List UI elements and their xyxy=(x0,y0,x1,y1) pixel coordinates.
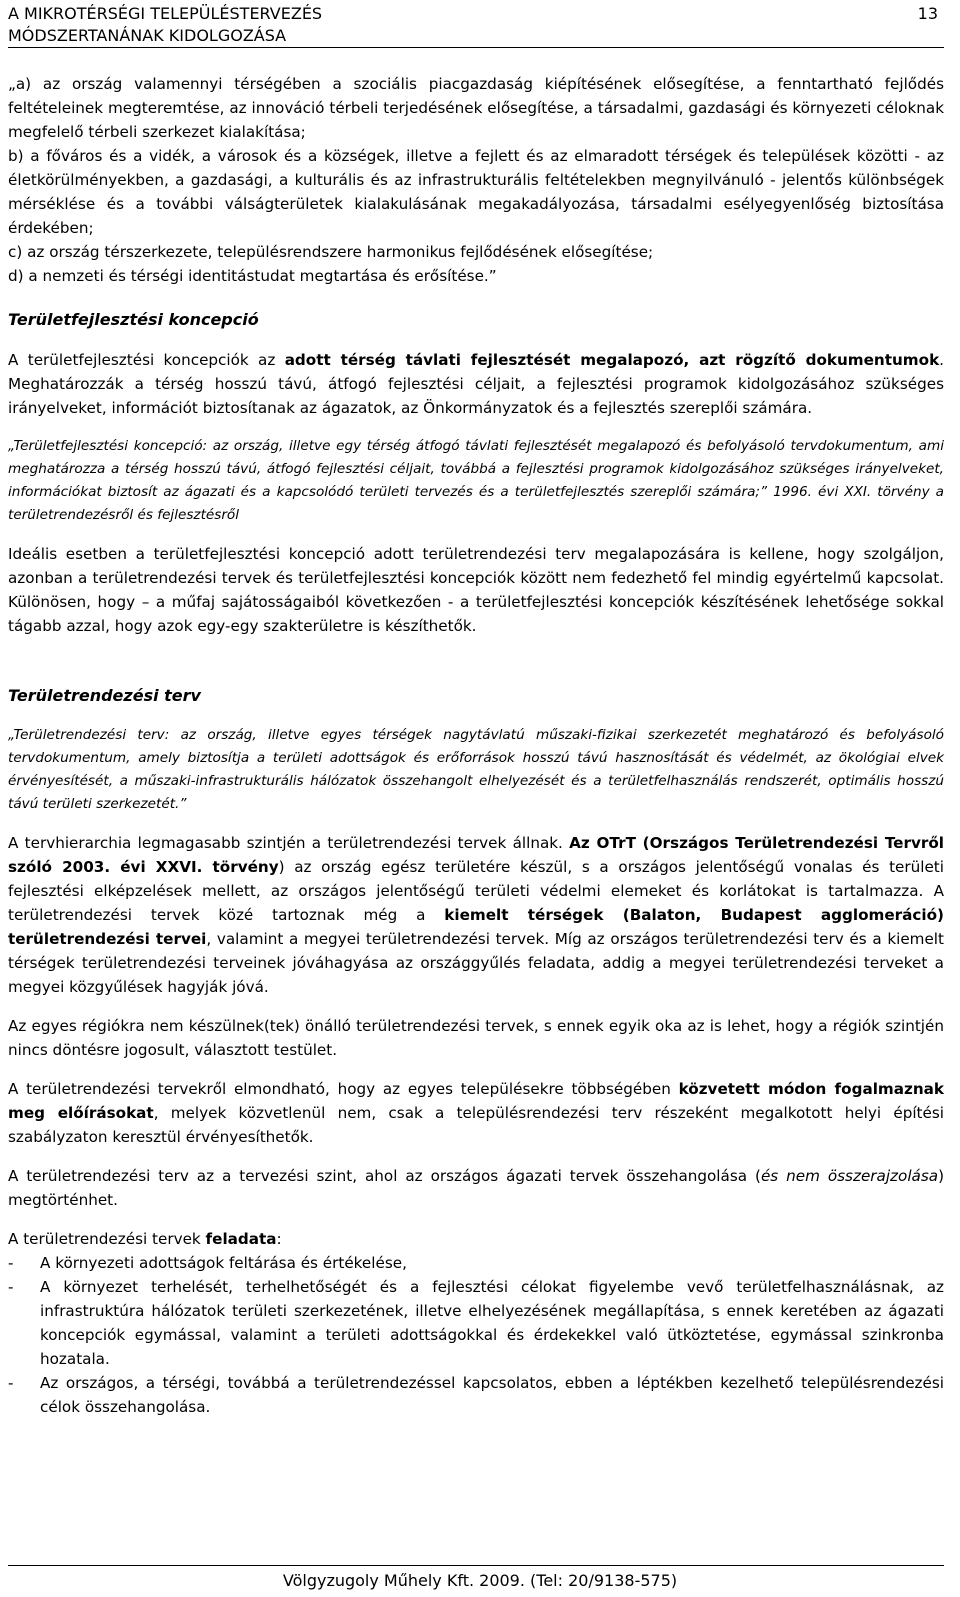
text-run: A területrendezési tervek xyxy=(8,1230,206,1248)
bold-run: Az OTrT (Országos Területrendezési Tervről szóló 2003. évi XXVI. törvény xyxy=(8,834,944,876)
section-heading-terv: Területrendezési terv xyxy=(8,686,201,705)
text-run: , valamint a megyei területrendezési tervek. Míg az országos területrendezési terv és a kiemelt térségek területrendezési terveinek jóváhagyása az országgyűlés feladata, addig a megyei területrendezési terveket a megyei közgyűlések hagyják jóvá. xyxy=(8,930,944,996)
bold-run: közvetett módon fogalmaznak meg előírásokat xyxy=(8,1080,944,1122)
text-run: , melyek közvetlenül nem, csak a településrendezési terv részeként megalkotott helyi építési szabályzaton keresztül érvényesíthetők. xyxy=(8,1104,944,1146)
text-run: A területrendezési terv az a tervezési szint, ahol az országos ágazati tervek összehangolása ( xyxy=(8,1167,761,1185)
text-run: A területrendezési tervekről elmondható, hogy az egyes településekre többségében xyxy=(8,1080,679,1098)
text-run: . Meghatározzák a térség hosszú távú, átfogó fejlesztési céljait, a fejlesztési programok kidolgozásához szükséges irányelveket, információt biztosítanak az ágazatok, az Önkormányzatok és a fejlesztés szereplői számára. xyxy=(8,351,944,417)
header-title-line1: A MIKROTÉRSÉGI TELEPÜLÉSTERVEZÉS xyxy=(8,4,323,23)
header-title-line2: MÓDSZERTANÁNAK KIDOLGOZÁSA xyxy=(8,26,287,45)
intro-item-a: „a) az ország valamennyi térségében a szociális piacgazdaság kiépítésének elősegítése, a fenntartható fejlődés feltételeinek megteremtése, az innováció térbeli terjedésének elősegítése, a társadalmi, gazdasági és környezeti céloknak megfelelő térbeli szerkezet kialakítása; xyxy=(8,75,944,141)
intro-item-c: c) az ország térszerkezete, településrendszere harmonikus fejlődésének elősegítése; xyxy=(8,243,654,261)
text-run: A területfejlesztési koncepciók az xyxy=(8,351,285,369)
intro-item-d: d) a nemzeti és térségi identitástudat megtartása és erősítése.” xyxy=(8,267,497,285)
page-content xyxy=(8,72,944,1419)
italic-run: és nem összerajzolása xyxy=(760,1167,939,1185)
intro-item-b: b) a főváros és a vidék, a városok és a községek, illetve a fejlett és az elmaradott térségek és települések közötti - az életkörülményekben, a gazdasági, a kulturális és az infrastrukturális feltételekben megnyilvánuló - jelentős különbségek mérséklése és a további válságterületek kialakulásának megakadályozása, társadalmi esélyegyenlőség biztosítása érdekében; xyxy=(8,147,944,237)
tasks-list xyxy=(8,1251,944,1419)
terv-paragraph-4 xyxy=(8,1164,944,1212)
section-heading-koncepcio: Területfejlesztési koncepció xyxy=(8,310,259,329)
footer-text: Völgyzugoly Műhely Kft. 2009. (Tel: 20/9138-575) xyxy=(282,1571,678,1590)
terv-paragraph-1 xyxy=(8,831,944,999)
page-footer xyxy=(0,1571,960,1590)
footer-divider xyxy=(8,1565,944,1566)
list-item: - A környezeti adottságok feltárása és értékelése, xyxy=(8,1251,944,1275)
terv-law-quote: „Területrendezési terv: az ország, illetve egyes térségek nagytávlatú műszaki-fizikai szerkezetét meghatározó és befolyásoló tervdokumentum, amely biztosítja a területi adottságok és erőforrások hosszú távú hasznosítását és védelmét, az ökológiai elvek érvényesítését, a műszaki-infrastrukturális hálózatok összehangolt elhelyezését és a területfelhasználás rendszerét, optimális hosszú távú területi szerkezetét.” xyxy=(8,727,944,812)
text-run: : xyxy=(276,1230,282,1248)
text-run: ) az ország egész területére készül, s a országos jelentőségű vonalas és területi fejlesztési elképzelések mellett, az országos jelentőségű területi védelmi elemeket és korlátokat is tartalmazza. A területrendezési tervek közé tartoznak még a xyxy=(8,858,944,924)
list-item: - A környezet terhelését, terhelhetőségét és a fejlesztési célokat figyelembe vevő területfelhasználásnak, az infrastruktúra hálózatok területi szerkezetének, illetve elhelyezésének megállapítása, s ennek keretében az ágazati koncepciók egymással, valamint a területi adottságokkal és érdekekkel való ütköztetése, egymással szinkronba hozatala. xyxy=(8,1275,944,1371)
page-header xyxy=(8,3,944,48)
koncepcio-paragraph-1 xyxy=(8,348,944,420)
bold-run: adott térség távlati fejlesztését megalapozó, azt rögzítő dokumentumok xyxy=(284,351,940,369)
text-run: ) megtörténhet. xyxy=(8,1167,945,1209)
terv-tasks-intro xyxy=(8,1227,944,1251)
terv-paragraph-3 xyxy=(8,1077,944,1149)
terv-paragraph-2: Az egyes régiókra nem készülnek(tek) önálló területrendezési tervek, s ennek egyik oka az is lehet, hogy a régiók szintjén nincs döntésre jogosult, választott testület. xyxy=(8,1017,944,1059)
koncepcio-law-quote: „Területfejlesztési koncepció: az ország, illetve egy térség átfogó távlati fejlesztését megalapozó és befolyásoló tervdokumentum, ami meghatározza a térség hosszú távú, átfogó fejlesztési céljait, továbbá a fejlesztési programok kidolgozásához szükséges irányelveket, információkat biztosít az ágazati és a kapcsolódó területi tervezés és a területfejlesztés szereplői számára;” 1996. évi XXI. törvény a területrendezésről és fejlesztésről xyxy=(8,438,944,523)
page-number: 13 xyxy=(917,4,938,23)
text-run: A tervhierarchia legmagasabb szintjén a területrendezési tervek állnak. xyxy=(8,834,570,852)
list-item: - Az országos, a térségi, továbbá a területrendezéssel kapcsolatos, ebben a léptékben kezelhető településrendezési célok összehangolása. xyxy=(8,1371,944,1419)
bold-run: kiemelt térségek (Balaton, Budapest agglomeráció) területrendezési tervei xyxy=(8,906,944,948)
bold-run: feladata xyxy=(205,1230,277,1248)
koncepcio-paragraph-2: Ideális esetben a területfejlesztési koncepció adott területrendezési terv megalapozására is kellene, hogy szolgáljon, azonban a területrendezési tervek és területfejlesztési koncepciók között nem fedezhető fel mindig egyértelmű kapcsolat. Különösen, hogy – a műfaj sajátosságaiból következően - a területfejlesztési koncepciók készítésének lehetősége sokkal tágabb azzal, hogy azok egy-egy szakterületre is készíthetők. xyxy=(8,545,944,635)
